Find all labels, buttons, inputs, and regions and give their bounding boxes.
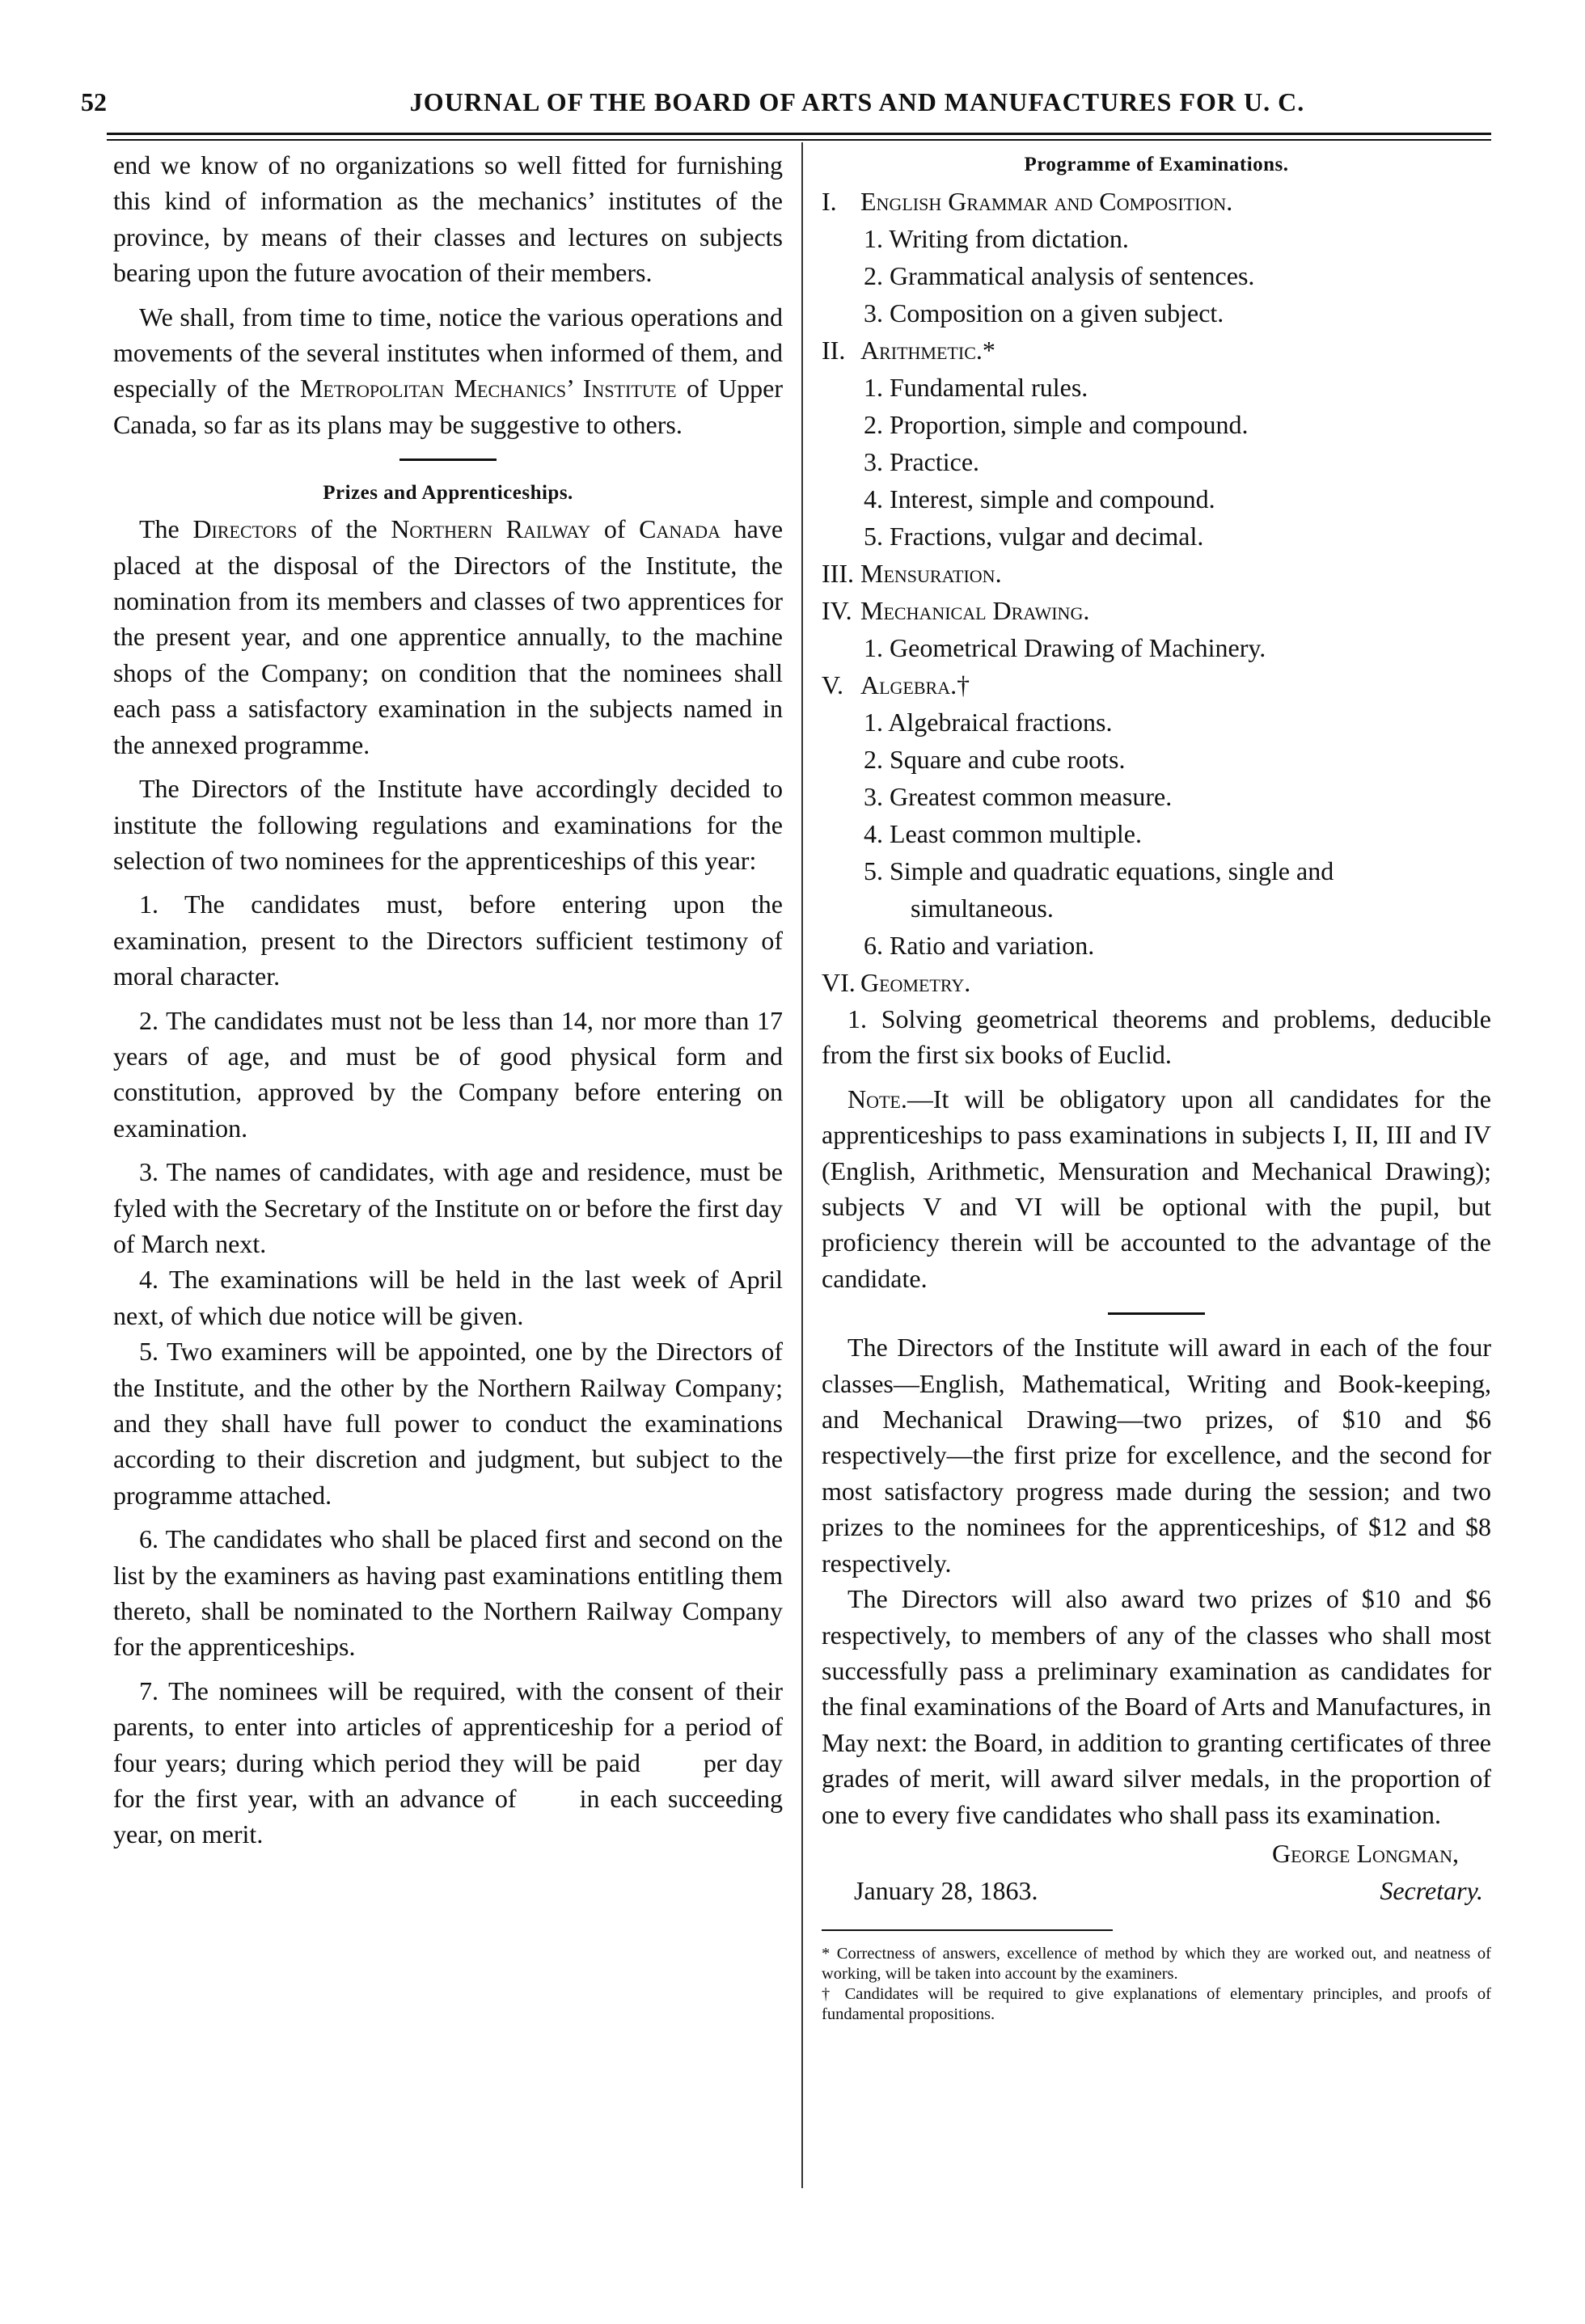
p1-c: of bbox=[603, 514, 626, 544]
regulation-7-b: per day for the first year, with an advance of bbox=[113, 1747, 784, 1814]
award-paragraph-2: The Directors will also award two prizes of $10 and $6 respectively, to members of any of the classes who shall most successfully pass a preliminary examination as candidates for the final examinations of the Board of Arts and Manufactures, in May next: the Board, in addition to granting certificates of three grades of merit, will award silver medals, in the proportion of one to every five candidates who shall pass its examination. bbox=[822, 1584, 1491, 1829]
signature-name: George Longman, bbox=[1272, 1838, 1459, 1868]
footnote-1: * Correctness of answers, excellence of method by which they are worked out, and neatness of working, will be taken into account by the examiners. bbox=[822, 1944, 1491, 1983]
signature-date: January 28, 1863. bbox=[854, 1875, 1038, 1905]
regulation-3: 3. The names of candidates, with age and residence, must be fyled with the Secretary of the Institute on or before the first day of March next. bbox=[113, 1157, 783, 1258]
programme-item: 1. Writing from dictation. bbox=[864, 224, 1129, 253]
p1-d: have placed at the disposal of the Directors of the Institute, the nomination from its members and classes of two apprentices for the present year, and one apprentice annually, to the machine shops of the Company; on condition that the nominees shall each pass a satisfactory examination in the subjects named in the annexed programme. bbox=[113, 514, 784, 759]
programme-section bbox=[822, 666, 1491, 704]
programme-item: 1. Geometrical Drawing of Machinery. bbox=[864, 633, 1266, 662]
intro-paragraph-1: end we know of no organizations so well fitted for furnishing this kind of information as the mechanics’ institutes of the province, by means of their classes and lectures on subjects bearing upon the future avocation of their members. bbox=[113, 150, 783, 288]
note-text: —It will be obligatory upon all candidates for the apprenticeships to pass examinations in subjects I, II, III and IV (English, Arithmetic, Mensuration and Mechanical Drawing); subjects V and VI will be optional with the pupil, but proficiency therein will be accounted to the advantage of the candidate. bbox=[822, 1084, 1491, 1293]
paragraph-regulations: The Directors of the Institute have accordingly decided to institute the following regulations and examinations for the selection of two nominees for the apprenticeships of this year: bbox=[113, 774, 783, 875]
programme-list bbox=[822, 183, 1491, 1001]
regulation-1: 1. The candidates must, before entering upon the examination, present to the Directors sufficient testimony of moral character. bbox=[113, 889, 783, 991]
running-head bbox=[81, 87, 1520, 129]
institute-name: Metropolitan Mechanics’ Institute bbox=[299, 374, 677, 404]
signature-block bbox=[822, 1836, 1491, 1873]
programme-item: 3. Greatest common measure. bbox=[864, 782, 1173, 811]
section-heading: Prizes and Apprenticeships. bbox=[323, 482, 573, 505]
section-title: Geometry. bbox=[860, 968, 971, 997]
regulation-7-c: in each succeeding year, on merit. bbox=[113, 1784, 784, 1849]
signature-title: Secretary. bbox=[1380, 1875, 1483, 1905]
regulation-7 bbox=[113, 1673, 783, 1853]
section-divider bbox=[1108, 1312, 1205, 1315]
programme-item: 1. Fundamental rules. bbox=[864, 373, 1088, 402]
programme-section bbox=[822, 592, 1491, 629]
regulation-5: 5. Two examiners will be appointed, one by the Directors of the Institute, and the other by the Northern Railway Company; and they shall have full power to conduct the examinations according to their discretion and judgment, but subject to the programme attached. bbox=[113, 1337, 783, 1510]
left-column bbox=[113, 147, 783, 1853]
programme-section bbox=[822, 332, 1491, 369]
p1-b: of the bbox=[311, 514, 378, 544]
paragraph-directors bbox=[113, 511, 783, 763]
programme-section bbox=[822, 183, 1491, 220]
header-rule-secondary bbox=[107, 139, 1491, 141]
programme-item-continued: simultaneous. bbox=[911, 894, 1054, 923]
programme-item: 2. Grammatical analysis of sentences. bbox=[864, 261, 1255, 290]
p1-railway: Northern Railway bbox=[391, 514, 591, 544]
programme-heading: Programme of Examinations. bbox=[1024, 154, 1289, 175]
p1-canada: Canada bbox=[639, 514, 721, 544]
section-number: I. bbox=[822, 187, 837, 216]
journal-title: JOURNAL OF THE BOARD OF ARTS AND MANUFACTURES FOR U. C. bbox=[409, 87, 1305, 116]
section-title: Mechanical Drawing. bbox=[860, 596, 1090, 625]
note-paragraph bbox=[822, 1081, 1491, 1296]
p1-a: The bbox=[139, 514, 180, 544]
programme-item: 3. Composition on a given subject. bbox=[864, 298, 1224, 327]
note-label: Note. bbox=[847, 1084, 907, 1113]
p1-directors: Directors bbox=[192, 514, 298, 544]
programme-item: 4. Least common multiple. bbox=[864, 819, 1142, 848]
intro-paragraph-2 bbox=[113, 299, 783, 443]
section-title: English Grammar and Composition. bbox=[860, 187, 1233, 216]
page-number: 52 bbox=[81, 87, 107, 116]
programme-section bbox=[822, 555, 1491, 592]
programme-item: 1. Algebraical fractions. bbox=[864, 708, 1113, 737]
programme-item: 4. Interest, simple and compound. bbox=[864, 484, 1215, 513]
regulation-7-a: 7. The nominees will be required, with the consent of their parents, to enter into articles of apprenticeship for a period of four years; during which period they will be paid bbox=[113, 1675, 783, 1777]
column-divider bbox=[801, 142, 803, 2188]
signature-date-line bbox=[822, 1873, 1491, 1912]
intro-p2-a: We shall, from time to time, notice the various operations and movements of the several institutes when informed of them, and especially of the bbox=[113, 302, 783, 404]
programme-section bbox=[822, 964, 1491, 1001]
programme-item: 5. Fractions, vulgar and decimal. bbox=[864, 522, 1204, 551]
programme-item: 2. Proportion, simple and compound. bbox=[864, 410, 1249, 439]
regulation-6: 6. The candidates who shall be placed first and second on the list by the examiners as having past examinations entitling them thereto, shall be nominated to the Northern Railway Company for the apprenticeships. bbox=[113, 1524, 783, 1662]
footnote-2: † Candidates will be required to give explanations of elementary principles, and proofs of fundamental propositions. bbox=[822, 1984, 1491, 2023]
geometry-item: 1. Solving geometrical theorems and problems, deducible from the first six books of Euclid. bbox=[822, 1004, 1491, 1070]
programme-item: 6. Ratio and variation. bbox=[864, 931, 1095, 960]
section-title: Mensuration. bbox=[860, 559, 1002, 588]
programme-item: 5. Simple and quadratic equations, single and bbox=[864, 856, 1334, 885]
regulation-2: 2. The candidates must not be less than 14, nor more than 17 years of age, and must be of good physical form and constitution, approved by the Company before entering on examination. bbox=[113, 1005, 783, 1143]
section-title: Arithmetic.* bbox=[860, 336, 995, 365]
regulation-4: 4. The examinations will be held in the last week of April next, of which due notice will be given. bbox=[113, 1265, 783, 1330]
section-number: III. bbox=[822, 559, 854, 588]
section-divider bbox=[399, 458, 497, 461]
programme-item: 3. Practice. bbox=[864, 447, 980, 476]
award-paragraph-1: The Directors of the Institute will award in each of the four classes—English, Mathematical, Writing and Book-keeping, and Mechanical Drawing—two prizes, of $10 and $6 respectively—the first prize for excellence, and the second for most satisfactory progress made during the session; and two prizes to the nominees for the apprenticeships, of $12 and $8 respectively. bbox=[822, 1333, 1491, 1578]
programme-item: 2. Square and cube roots. bbox=[864, 745, 1126, 774]
section-number: IV. bbox=[822, 596, 852, 625]
section-title: Algebra.† bbox=[860, 670, 970, 699]
footnote-rule bbox=[822, 1929, 1113, 1931]
section-number: VI. bbox=[822, 968, 856, 997]
right-column bbox=[822, 147, 1491, 2025]
section-number: V. bbox=[822, 670, 843, 699]
header-rule bbox=[107, 133, 1491, 135]
intro-p2-b: of Upper Canada, so far as its plans may be suggestive to others. bbox=[113, 374, 783, 439]
section-number: II. bbox=[822, 336, 846, 365]
